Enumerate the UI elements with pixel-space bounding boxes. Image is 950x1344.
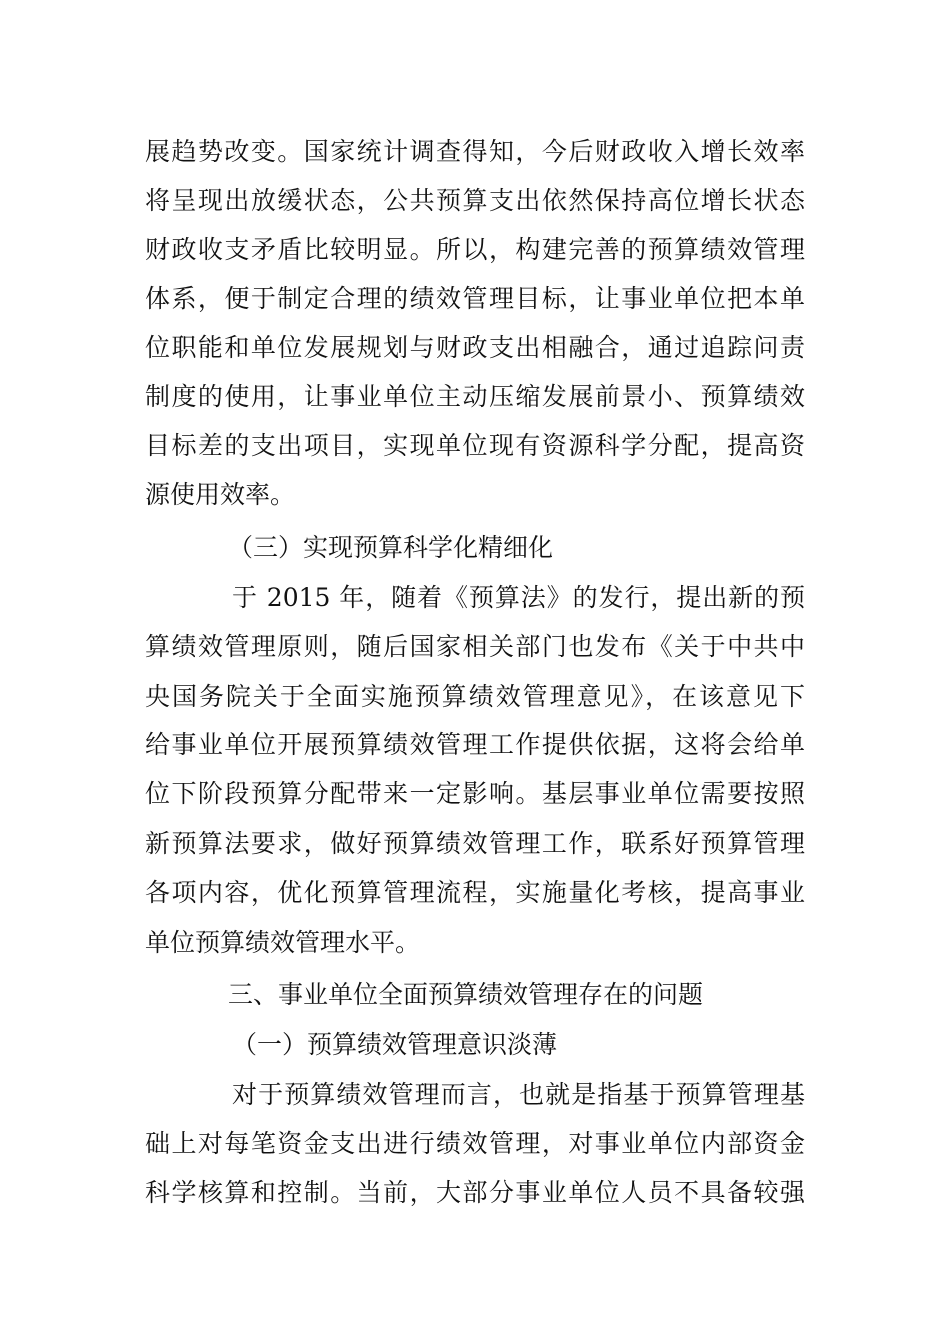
text-line: 财政收支矛盾比较明显。所以，构建完善的预算绩效管理 — [145, 235, 805, 264]
text-line: 位下阶段预算分配带来一定影响。基层事业单位需要按照 — [145, 779, 805, 808]
section-heading: 三、事业单位全面预算绩效管理存在的问题 — [228, 980, 704, 1009]
text-line: 础上对每笔资金支出进行绩效管理，对事业单位内部资金 — [145, 1129, 805, 1158]
text-line: 于 2015 年，随着《预算法》的发行，提出新的预 — [232, 583, 805, 612]
text-line: 将呈现出放缓状态，公共预算支出依然保持高位增长状态 — [145, 186, 805, 215]
text-line: 源使用效率。 — [145, 480, 296, 509]
text-line: 目标差的支出项目，实现单位现有资源科学分配，提高资 — [145, 431, 805, 460]
text-line: 制度的使用，让事业单位主动压缩发展前景小、预算绩效 — [145, 382, 805, 411]
text-line: 算绩效管理原则，随后国家相关部门也发布《关于中共中 — [145, 632, 805, 661]
text-line: 展趋势改变。国家统计调查得知，今后财政收入增长效率 — [145, 137, 805, 166]
subsection-heading: （三）实现预算科学化精细化 — [228, 533, 554, 562]
text-line: 单位预算绩效管理水平。 — [145, 928, 421, 957]
text-line: 给事业单位开展预算绩效管理工作提供依据，这将会给单 — [145, 730, 805, 759]
text-line: 体系，便于制定合理的绩效管理目标，让事业单位把本单 — [145, 284, 805, 313]
text-line: 新预算法要求，做好预算绩效管理工作，联系好预算管理 — [145, 829, 805, 858]
text-line: 位职能和单位发展规划与财政支出相融合，通过追踪问责 — [145, 333, 805, 362]
subsection-heading: （一）预算绩效管理意识淡薄 — [232, 1030, 558, 1059]
text-line: 科学核算和控制。当前，大部分事业单位人员不具备较强 — [145, 1178, 805, 1207]
text-line: 央国务院关于全面实施预算绩效管理意见》，在该意见下 — [145, 682, 805, 711]
text-line: 对于预算绩效管理而言，也就是指基于预算管理基 — [232, 1080, 805, 1109]
text-line: 各项内容，优化预算管理流程，实施量化考核，提高事业 — [145, 878, 805, 907]
